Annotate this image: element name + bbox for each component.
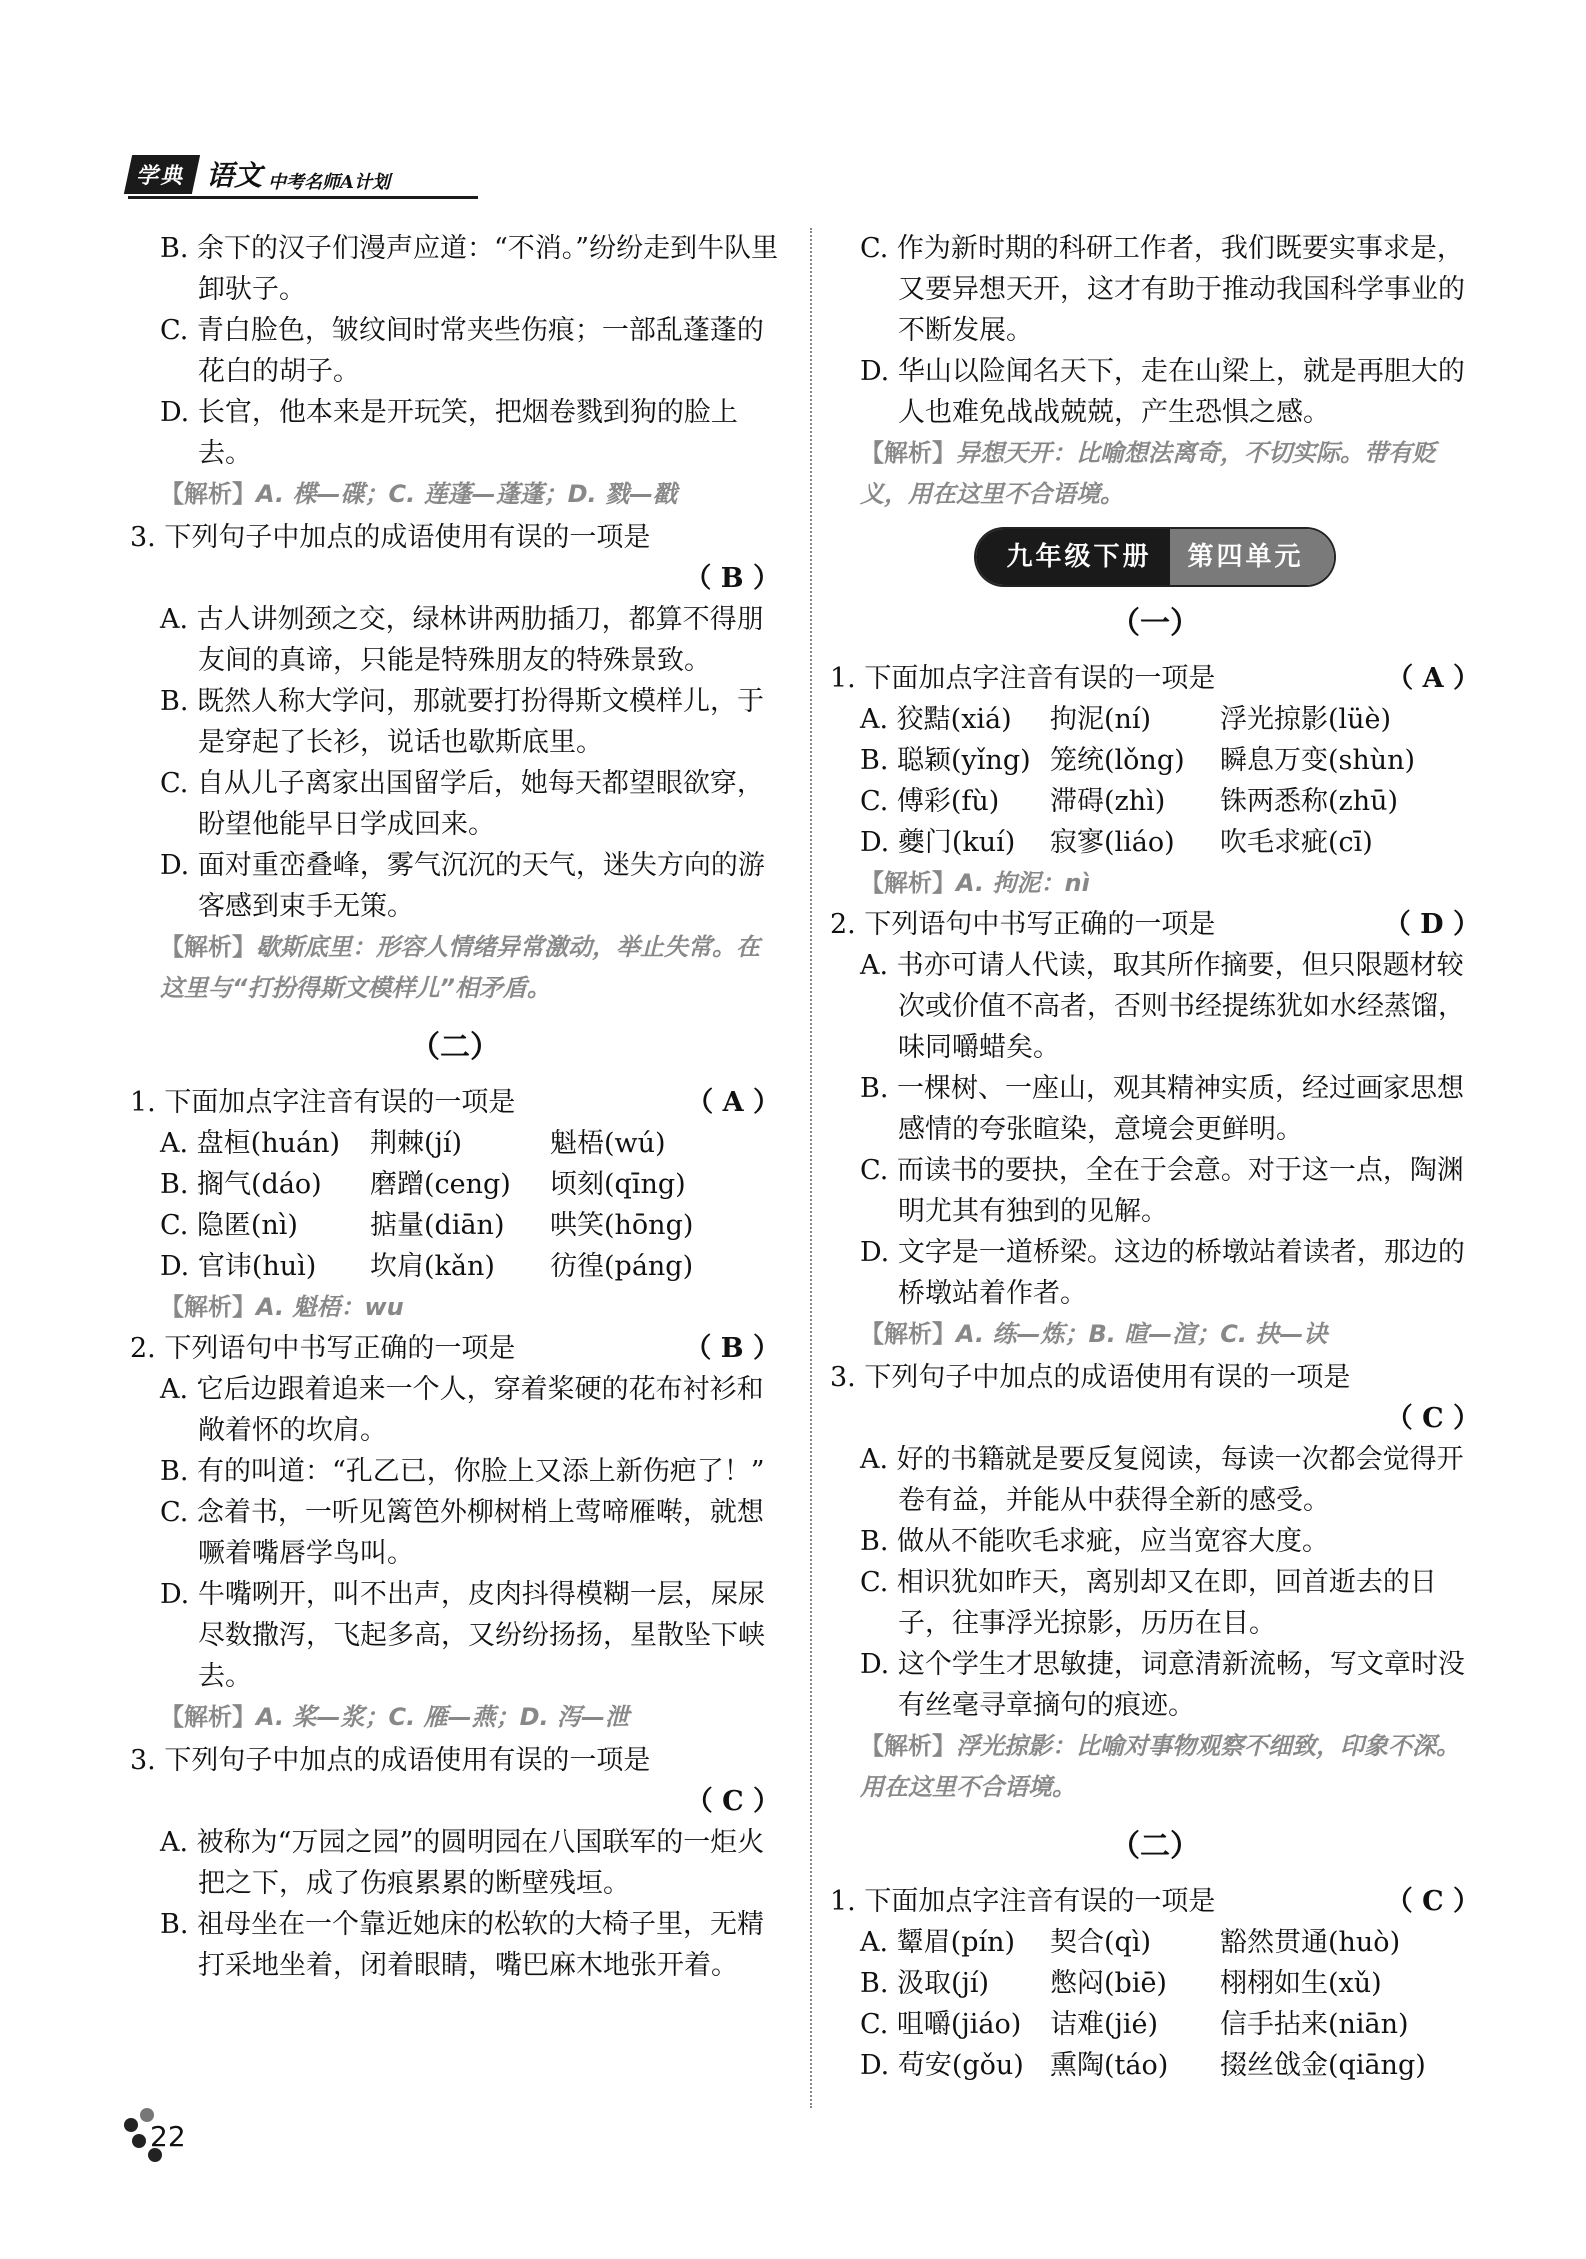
banner-grade: 九年级下册 xyxy=(976,529,1169,585)
option: D. 面对重峦叠峰，雾气沉沉的天气，迷失方向的游客感到束手无策。 xyxy=(160,850,765,922)
analysis: 【解析】歇斯底里：形容人情绪异常激动，举止失常。在这里与“打扮得斯文模样儿”相矛盾。 xyxy=(160,933,760,1002)
option: B. 做从不能吹毛求疵，应当宽容大度。 xyxy=(860,1526,1330,1557)
pinyin-item: 铢两悉称(zhū) xyxy=(1220,786,1399,817)
pinyin-item: 吹毛求疵(cī) xyxy=(1220,827,1373,858)
analysis: 【解析】A. 桨—浆；C. 雁—燕；D. 泻—泄 xyxy=(160,1703,629,1731)
option: C. 作为新时期的科研工作者，我们既要实事求是，又要异想天开，这才有助于推动我国科学事业的不断发展。 xyxy=(860,233,1465,346)
pinyin-item: 栩栩如生(xǔ) xyxy=(1220,1968,1382,1999)
option: C. 念着书，一听见篱笆外柳树梢上莺啼雁啭，就想噘着嘴唇学鸟叫。 xyxy=(160,1497,764,1569)
right-column xyxy=(830,228,1480,2086)
option: A. 被称为“万园之园”的圆明园在八国联军的一炬火把之下，成了伤痕累累的断壁残垣。 xyxy=(160,1827,765,1899)
option: C. 青白脸色，皱纹间时常夹些伤痕；一部乱蓬蓬的花白的胡子。 xyxy=(160,315,764,387)
option: B. 一棵树、一座山，观其精神实质，经过画家思想感情的夸张暄染，意境会更鲜明。 xyxy=(860,1073,1465,1145)
pinyin-item: 笼统(lǒng) xyxy=(1050,745,1185,776)
pinyin-item: 诘难(jié) xyxy=(1050,2009,1159,2040)
question-stem: 2. 下列语句中书写正确的一项是 xyxy=(130,1333,516,1364)
pinyin-item: 寂寥(liáo) xyxy=(1050,827,1175,858)
option: B. 既然人称大学问，那就要打扮得斯文模样儿，于是穿起了长衫，说话也歇斯底里。 xyxy=(160,686,765,758)
pinyin-item: 顷刻(qīng) xyxy=(550,1169,686,1200)
option: A. 它后边跟着追来一个人，穿着桨硬的花布衬衫和敞着怀的坎肩。 xyxy=(160,1374,764,1446)
analysis: 【解析】A. 练—炼；B. 暄—渲；C. 抉—诀 xyxy=(860,1320,1328,1348)
question-stem: 1. 下面加点字注音有误的一项是 xyxy=(830,1886,1216,1917)
pinyin-item: B. 汲取(jí) xyxy=(860,1968,990,1999)
header-rule xyxy=(128,196,478,199)
left-column xyxy=(130,228,780,1986)
pinyin-grid xyxy=(830,1922,1480,2086)
question-stem: 1. 下面加点字注音有误的一项是 xyxy=(130,1087,516,1118)
pinyin-item: A. 颦眉(pín) xyxy=(860,1927,1016,1958)
option: C. 相识犹如昨天，离别却又在即，回首逝去的日子，往事浮光掠影，历历在目。 xyxy=(860,1567,1437,1639)
analysis: 【解析】浮光掠影：比喻对事物观察不细致，印象不深。用在这里不合语境。 xyxy=(860,1732,1460,1801)
pinyin-item: 信手拈来(niān) xyxy=(1220,2009,1409,2040)
question-stem: 3. 下列句子中加点的成语使用有误的一项是 xyxy=(830,1362,1351,1393)
question-row xyxy=(830,658,1480,699)
question-stem: 3. 下列句子中加点的成语使用有误的一项是 xyxy=(130,1745,651,1776)
question-row xyxy=(830,1881,1480,1922)
page-number: 22 xyxy=(150,2120,186,2153)
option: D. 这个学生才思敏捷，词意清新流畅，写文章时没有丝毫寻章摘句的痕迹。 xyxy=(860,1649,1465,1721)
analysis: 【解析】A. 魁梧：wu xyxy=(160,1293,404,1321)
question-row xyxy=(830,904,1480,945)
pinyin-item: 掂量(diān) xyxy=(370,1210,505,1241)
answer: （ C ） xyxy=(685,1786,780,1817)
pinyin-item: 拘泥(ní) xyxy=(1050,704,1152,735)
series-title: 中考名师A计划 xyxy=(268,172,390,193)
answer: （ A ） xyxy=(1386,663,1480,694)
pinyin-grid xyxy=(830,699,1480,863)
option: D. 华山以险闻名天下，走在山梁上，就是再胆大的人也难免战战兢兢，产生恐惧之感。 xyxy=(860,356,1465,428)
pinyin-item: 荆棘(jí) xyxy=(370,1128,463,1159)
option: A. 古人讲刎颈之交，绿林讲两肋插刀，都算不得朋友间的真谛，只能是特殊朋友的特殊景致。 xyxy=(160,604,764,676)
pinyin-item: A. 盘桓(huán) xyxy=(160,1128,340,1159)
analysis: 【解析】异想天开：比喻想法离奇，不切实际。带有贬义，用在这里不合语境。 xyxy=(860,439,1436,508)
pinyin-item: C. 傅彩(fù) xyxy=(860,786,1000,817)
option: D. 长官，他本来是开玩笑，把烟卷戮到狗的脸上去。 xyxy=(160,397,738,469)
pinyin-item: 坎肩(kǎn) xyxy=(370,1251,495,1282)
pinyin-item: B. 搁气(dáo) xyxy=(160,1169,322,1200)
pinyin-item: D. 夔门(kuí) xyxy=(860,827,1016,858)
pinyin-item: C. 咀嚼(jiáo) xyxy=(860,2009,1022,2040)
option: B. 有的叫道：“孔乙已，你脸上又添上新伤疤了！” xyxy=(160,1456,765,1487)
section-title: （二） xyxy=(410,1030,500,1065)
pinyin-item: 魁梧(wú) xyxy=(550,1128,666,1159)
section-title: （一） xyxy=(1110,606,1200,641)
pinyin-item: 契合(qì) xyxy=(1050,1927,1151,1958)
pinyin-item: D. 苟安(gǒu) xyxy=(860,2050,1024,2081)
question-stem: 2. 下列语句中书写正确的一项是 xyxy=(830,909,1216,940)
answer: （ C ） xyxy=(1385,1886,1480,1917)
answer: （ A ） xyxy=(686,1087,780,1118)
pinyin-item: 熏陶(táo) xyxy=(1050,2050,1169,2081)
pinyin-item: 瞬息万变(shùn) xyxy=(1220,745,1416,776)
pinyin-item: 哄笑(hōng) xyxy=(550,1210,694,1241)
option: A. 书亦可请人代读，取其所作摘要，但只限题材较次或价值不高者，否则书经提练犹如水经蒸馏，味同嚼蜡矣。 xyxy=(860,950,1465,1063)
pinyin-item: C. 隐匿(nì) xyxy=(160,1210,298,1241)
pinyin-item: A. 狡黠(xiá) xyxy=(860,704,1012,735)
subject-title: 语文 xyxy=(206,159,263,192)
page-header xyxy=(128,150,478,194)
answer: （ D ） xyxy=(1383,909,1480,940)
column-divider xyxy=(810,228,812,2108)
option: A. 好的书籍就是要反复阅读，每读一次都会觉得开卷有益，并能从中获得全新的感受。 xyxy=(860,1444,1464,1516)
option: D. 文字是一道桥梁。这边的桥墩站着读者，那边的桥墩站着作者。 xyxy=(860,1237,1465,1309)
option: B. 余下的汉子们漫声应道：“不消。”纷纷走到牛队里卸驮子。 xyxy=(160,233,779,305)
option: B. 祖母坐在一个靠近她床的松软的大椅子里，无精打采地坐着，闭着眼睛，嘴巴麻木地张开着。 xyxy=(160,1909,765,1981)
question-row xyxy=(130,1328,780,1369)
pinyin-item: 憋闷(biē) xyxy=(1050,1968,1167,1999)
pinyin-item: 彷徨(páng) xyxy=(550,1251,694,1282)
pinyin-item: B. 聪颖(yǐng) xyxy=(860,745,1031,776)
question-row xyxy=(130,1082,780,1123)
answer: （ C ） xyxy=(1385,1403,1480,1434)
question-stem: 3. 下列句子中加点的成语使用有误的一项是 xyxy=(130,522,651,553)
pinyin-item: 浮光掠影(lüè) xyxy=(1220,704,1392,735)
option: D. 牛嘴咧开，叫不出声，皮肉抖得模糊一层，屎尿尽数撒泻，飞起多高，又纷纷扬扬，星散坠下峡去。 xyxy=(160,1579,765,1692)
question-stem: 1. 下面加点字注音有误的一项是 xyxy=(830,663,1216,694)
answer: （ B ） xyxy=(684,1333,780,1364)
pinyin-item: D. 官讳(huì) xyxy=(160,1251,317,1282)
pinyin-grid xyxy=(130,1123,780,1287)
answer: （ B ） xyxy=(684,563,780,594)
analysis: 【解析】A. 拘泥：nì xyxy=(860,869,1090,897)
banner-unit: 第四单元 xyxy=(1170,529,1334,585)
pinyin-item: 掇丝戗金(qiāng) xyxy=(1220,2050,1426,2081)
pinyin-item: 豁然贯通(huò) xyxy=(1220,1927,1401,1958)
section-title: （二） xyxy=(1110,1829,1200,1864)
pinyin-item: 滞碍(zhì) xyxy=(1050,786,1166,817)
unit-banner xyxy=(830,529,1480,585)
brand-logo: 学典 xyxy=(124,155,200,194)
analysis: 【解析】A. 楪—碟；C. 莲蓬—蓬蓬；D. 戮—戳 xyxy=(160,480,677,508)
option: C. 而读书的要抉，全在于会意。对于这一点，陶渊明尤其有独到的见解。 xyxy=(860,1155,1464,1227)
pinyin-item: 磨蹭(ceng) xyxy=(370,1169,511,1200)
option: C. 自从儿子离家出国留学后，她每天都望眼欲穿，盼望他能早日学成回来。 xyxy=(160,768,764,840)
